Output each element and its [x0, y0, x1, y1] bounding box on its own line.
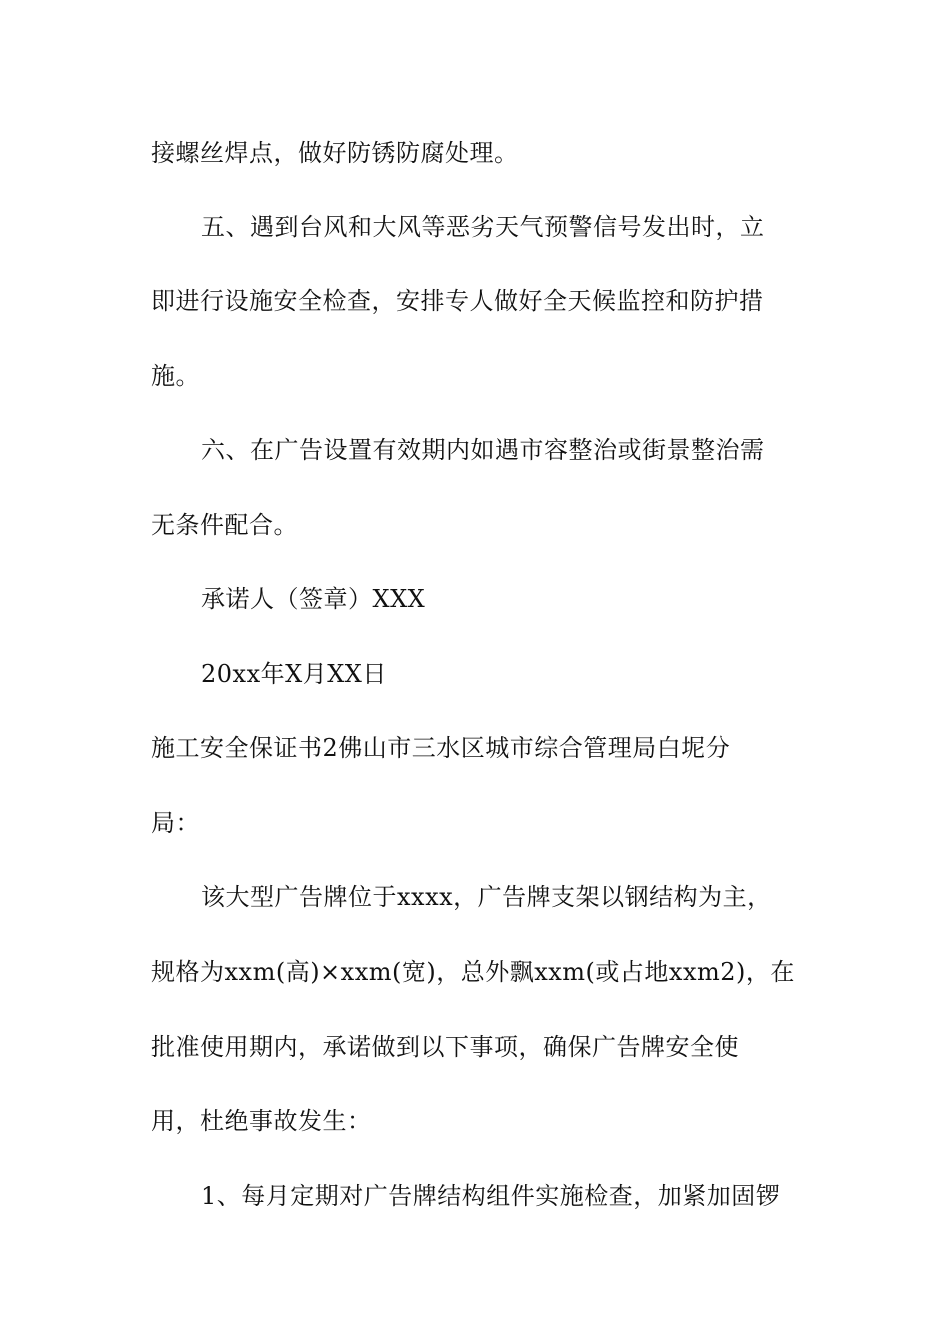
paragraph-line: 批准使用期内，承诺做到以下事项，确保广告牌安全使: [151, 1033, 739, 1061]
paragraph-line: 该大型广告牌位于xxxx，广告牌支架以钢结构为主，: [201, 883, 772, 911]
date-line: 20xx年X月XX日: [201, 660, 387, 688]
paragraph-line: 接螺丝焊点，做好防锈防腐处理。: [151, 139, 519, 167]
paragraph-line: 施。: [151, 362, 200, 390]
paragraph-line: 五、遇到台风和大风等恶劣天气预警信号发出时，立: [201, 213, 765, 241]
paragraph-line: 六、在广告设置有效期内如遇市容整治或街景整治需: [201, 436, 765, 464]
paragraph-line: 用，杜绝事故发生：: [151, 1107, 372, 1135]
heading-line: 施工安全保证书2佛山市三水区城市综合管理局白坭分: [151, 734, 731, 762]
paragraph-line: 规格为xxm(高)×xxm(宽)，总外飘xxm(或占地xxm2)，在: [151, 958, 795, 986]
signatory-line: 承诺人（签章）XXX: [201, 585, 426, 613]
paragraph-line: 无条件配合。: [151, 511, 298, 539]
paragraph-line: 即进行设施安全检查，安排专人做好全天候监控和防护措: [151, 287, 764, 315]
heading-line: 局：: [151, 809, 200, 837]
paragraph-line: 1、每月定期对广告牌结构组件实施检查，加紧加固锣: [201, 1182, 781, 1210]
